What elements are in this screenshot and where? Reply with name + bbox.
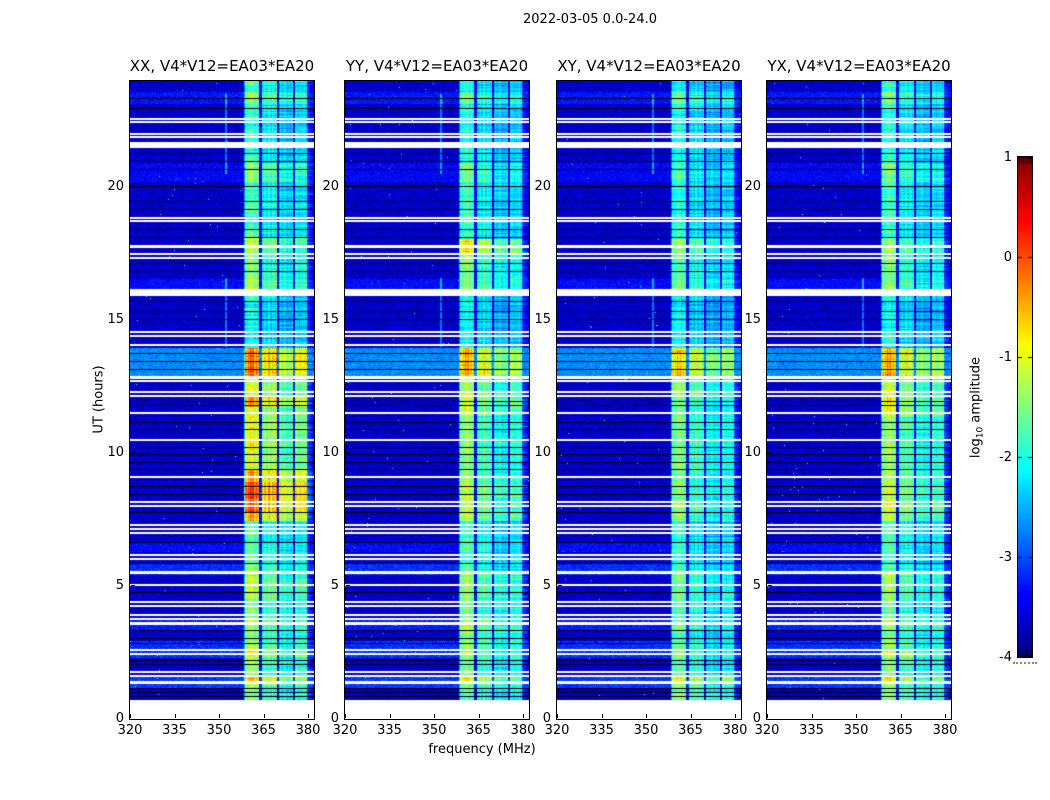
y-tick-label: 20 — [744, 178, 761, 194]
panel-title-xy: XY, V4*V12=EA03*EA20 — [557, 57, 741, 75]
x-tick — [767, 714, 768, 718]
x-tick — [557, 714, 558, 718]
y-tick — [131, 186, 135, 187]
spectrogram-panel-yx — [766, 80, 952, 720]
x-tick-label: 335 — [589, 723, 614, 738]
spectrogram-panel-xx — [129, 80, 315, 720]
x-tick — [264, 714, 265, 718]
x-tick-label: 335 — [377, 723, 402, 738]
x-tick — [434, 714, 435, 718]
y-tick — [131, 452, 135, 453]
x-tick-label: 380 — [295, 723, 321, 738]
x-tick-label: 380 — [510, 723, 536, 738]
x-tick-label: 365 — [678, 723, 703, 738]
panel-title-yx: YX, V4*V12=EA03*EA20 — [767, 57, 951, 75]
x-tick-label: 365 — [251, 723, 276, 738]
y-tick-label: 15 — [107, 311, 124, 327]
x-tick-label: 350 — [206, 723, 232, 738]
panel-title-xx: XX, V4*V12=EA03*EA20 — [129, 57, 315, 75]
x-tick — [390, 714, 391, 718]
colorbar-tick-label: -3 — [999, 549, 1012, 565]
y-tick — [558, 319, 562, 320]
x-tick-label: 320 — [117, 723, 143, 738]
x-tick-label: 350 — [633, 723, 659, 738]
x-tick — [812, 714, 813, 718]
y-tick — [768, 186, 772, 187]
x-axis-label: frequency (MHz) — [428, 742, 536, 757]
y-tick-label: 20 — [534, 178, 551, 194]
x-tick-label: 320 — [754, 723, 780, 738]
y-tick-label: 10 — [534, 444, 551, 460]
x-tick-label: 350 — [421, 723, 447, 738]
y-tick-label: 0 — [752, 710, 761, 726]
colorbar-tick-label: -2 — [999, 449, 1012, 465]
y-tick-label: 5 — [542, 577, 551, 593]
y-tick — [346, 452, 350, 453]
y-tick-label: 15 — [534, 311, 551, 327]
x-tick-label: 380 — [722, 723, 748, 738]
colorbar-end-dots — [1013, 659, 1037, 664]
x-tick-label: 320 — [332, 723, 358, 738]
colorbar-tick-label: 0 — [1003, 249, 1012, 265]
y-tick — [558, 585, 562, 586]
y-tick-label: 15 — [744, 311, 761, 327]
x-tick-label: 365 — [888, 723, 913, 738]
y-tick — [131, 585, 135, 586]
spectrogram-canvas-yx — [767, 81, 951, 719]
x-tick — [691, 714, 692, 718]
y-tick-label: 10 — [744, 444, 761, 460]
y-tick-label: 0 — [542, 710, 551, 726]
y-tick-label: 0 — [330, 710, 339, 726]
colorbar-label-subscript: 10 — [975, 426, 986, 439]
spectrogram-canvas-yy — [345, 81, 529, 719]
spectrogram-panel-xy — [556, 80, 742, 720]
y-tick — [768, 319, 772, 320]
x-tick — [130, 714, 131, 718]
x-tick-label: 335 — [799, 723, 824, 738]
figure-title: 2022-03-05 0.0-24.0 — [523, 12, 657, 27]
colorbar-label-suffix: amplitude — [968, 356, 984, 427]
y-tick-label: 5 — [752, 577, 761, 593]
colorbar-tick-label: 1 — [1003, 149, 1012, 165]
y-tick-label: 5 — [115, 577, 124, 593]
colorbar-canvas — [1018, 157, 1032, 657]
x-tick-label: 335 — [162, 723, 187, 738]
x-tick — [901, 714, 902, 718]
x-tick — [479, 714, 480, 718]
y-tick — [558, 452, 562, 453]
x-tick — [308, 714, 309, 718]
y-tick — [768, 585, 772, 586]
colorbar-label-prefix: log — [968, 438, 984, 459]
y-tick-label: 5 — [330, 577, 339, 593]
y-tick — [558, 186, 562, 187]
spectrogram-canvas-xx — [130, 81, 314, 719]
colorbar-tick-label: -4 — [999, 649, 1012, 665]
x-tick-label: 365 — [466, 723, 491, 738]
colorbar-tick-label: -1 — [999, 349, 1012, 365]
y-tick — [346, 186, 350, 187]
x-tick-label: 380 — [932, 723, 958, 738]
y-tick — [346, 585, 350, 586]
y-tick-label: 20 — [107, 178, 124, 194]
x-tick — [219, 714, 220, 718]
spectrogram-panel-yy — [344, 80, 530, 720]
x-tick — [945, 714, 946, 718]
y-tick-label: 10 — [107, 444, 124, 460]
y-tick — [131, 319, 135, 320]
colorbar — [1017, 156, 1033, 658]
y-tick-label: 20 — [322, 178, 339, 194]
x-tick — [646, 714, 647, 718]
y-tick — [346, 319, 350, 320]
x-tick — [856, 714, 857, 718]
x-tick — [345, 714, 346, 718]
y-tick-label: 0 — [115, 710, 124, 726]
y-tick-label: 10 — [322, 444, 339, 460]
x-tick-label: 320 — [544, 723, 570, 738]
x-tick — [175, 714, 176, 718]
y-axis-label: UT (hours) — [91, 365, 107, 434]
x-tick — [602, 714, 603, 718]
panel-title-yy: YY, V4*V12=EA03*EA20 — [345, 57, 529, 75]
spectrogram-canvas-xy — [557, 81, 741, 719]
y-tick-label: 15 — [322, 311, 339, 327]
x-tick-label: 350 — [843, 723, 869, 738]
y-tick — [768, 452, 772, 453]
